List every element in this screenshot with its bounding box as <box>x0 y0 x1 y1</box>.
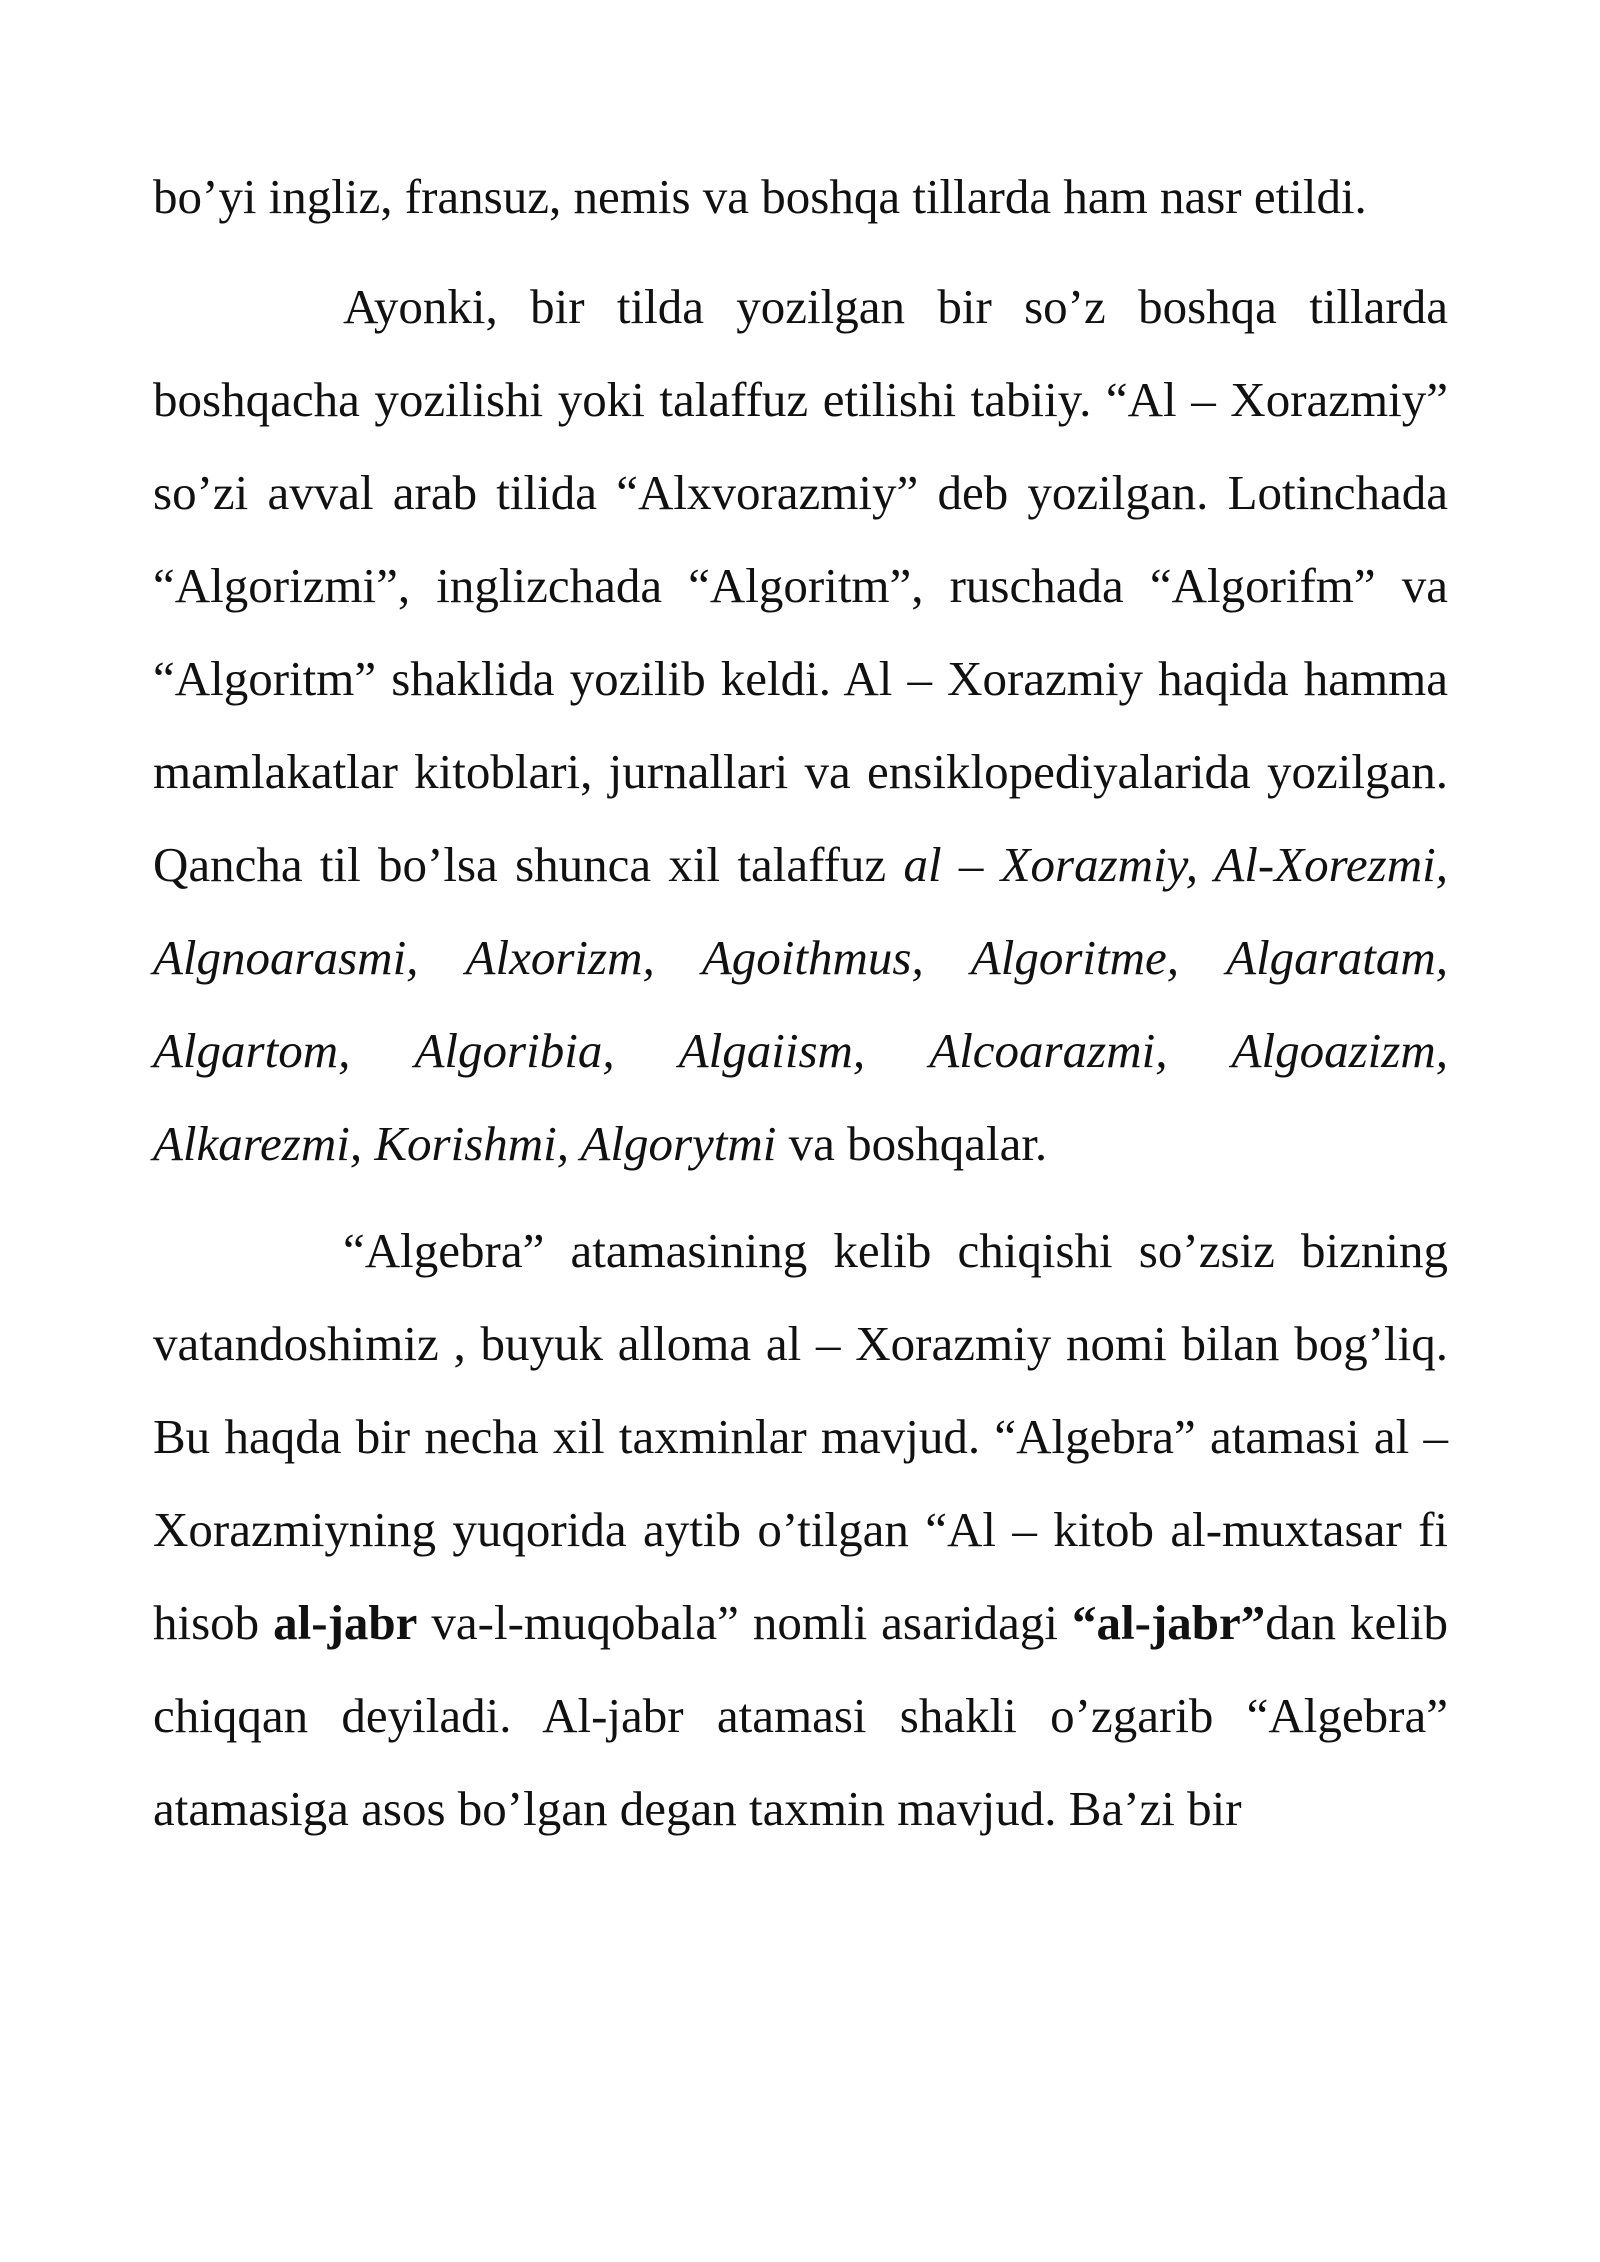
paragraph-2 <box>153 260 1448 1190</box>
text-run: va-l-muqobala” nomli asaridagi <box>417 1595 1073 1650</box>
paragraph-1 <box>153 150 1448 243</box>
text-run: Ayonki, bir tilda yozilgan bir so’z boshqa tillarda boshqacha yozilishi yoki talaffuz etilishi tabiiy. “Al – Xorazmiy” so’zi avval arab tilida “Alxvorazmiy” deb yozilgan. Lotinchada “Algorizmi”, inglizchada “Algoritm”, ruschada “Algorifm” va “Algoritm” shaklida yozilib keldi. Al – Xorazmiy haqida hamma mamlakatlar kitoblari, jurnallari va ensiklopediyalarida yozilgan. Qancha til bo’lsa shunca xil talaffuz <box>153 279 1448 892</box>
text-run: dan kelib chiqqan deyiladi. Al-jabr atamasi shakli o’zgarib “Algebra” atamasiga asos bo’lgan degan taxmin mavjud. Ba’zi bir <box>153 1595 1448 1836</box>
italic-name-variants: al – Xorazmiy, Al-Xorezmi, Algnoarasmi, Alxorizm, Agoithmus, Algoritme, Algaratam, Algartom, Algoribia, Algaiism, Alcoarazmi, Algoazizm, Alkarezmi, Korishmi, Algorytmi <box>153 837 1448 1171</box>
document-body <box>153 150 1448 1855</box>
text-run: bo’yi ingliz, fransuz, nemis va boshqa tillarda ham nasr etildi. <box>153 169 1367 224</box>
bold-term: al-jabr <box>273 1595 418 1650</box>
text-run: “Algebra” atamasining kelib chiqishi so’zsiz bizning vatandoshimiz , buyuk alloma al – Xorazmiy nomi bilan bog’liq. Bu haqda bir necha xil taxminlar mavjud. “Algebra” atamasi al – Xorazmiyning yuqorida aytib o’tilgan “Al – kitob al-muxtasar fi hisob <box>153 1223 1448 1650</box>
text-run: va boshqalar. <box>776 1116 1048 1171</box>
bold-term: “al-jabr” <box>1072 1595 1266 1650</box>
paragraph-3 <box>153 1204 1448 1855</box>
